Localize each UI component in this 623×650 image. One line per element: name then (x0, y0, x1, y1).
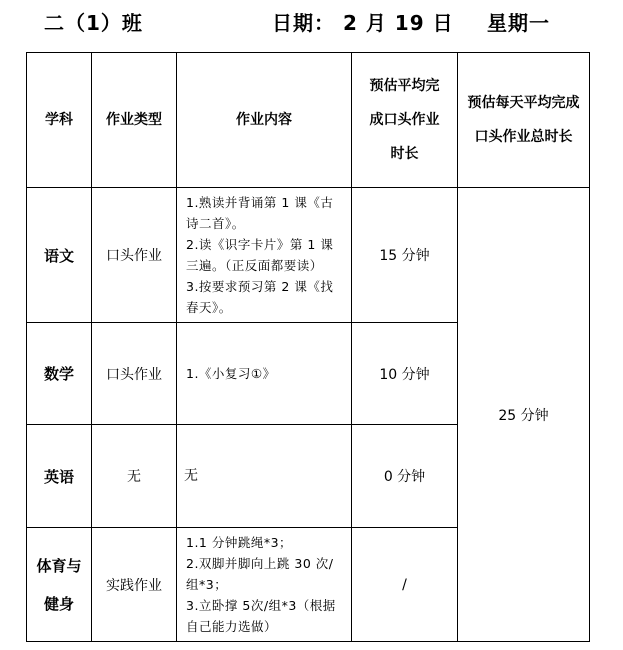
header-total (458, 53, 590, 188)
content-line: 组*3； (186, 577, 228, 592)
subject-line1: 体育与 (36, 556, 82, 575)
content-cell (177, 188, 352, 323)
subject-cell: 英语 (27, 425, 92, 528)
content-line: 1.1 分钟跳绳*3； (186, 535, 293, 550)
content-line: 2.读《识字卡片》第 1 课 (186, 237, 334, 252)
content-line: 1.《小复习①》 (186, 366, 276, 381)
content-cell (177, 528, 352, 642)
subject-cell: 语文 (27, 188, 92, 323)
type-cell: 无 (92, 425, 177, 528)
type-cell: 口头作业 (92, 188, 177, 323)
header-time-line3: 时长 (390, 146, 419, 162)
header-total-line2: 口头作业总时长 (474, 129, 573, 145)
header-time-line1: 预估平均完 (369, 78, 440, 94)
content-line: 自己能力选做） (186, 619, 278, 634)
homework-table (26, 52, 590, 642)
subject-cell (27, 528, 92, 642)
content-line: 春天》。 (186, 300, 232, 315)
type-cell: 实践作业 (92, 528, 177, 642)
total-time-cell: 25 分钟 (458, 188, 590, 642)
content-line: 三遍。（正反面都要读） (186, 258, 323, 273)
time-cell: 10 分钟 (352, 323, 458, 425)
header-type: 作业类型 (92, 53, 177, 188)
table-row (27, 188, 590, 323)
weekday-label: 星期一 (487, 11, 550, 35)
header-time-line2: 成口头作业 (369, 112, 440, 128)
content-line: 3.立卧撑 5次/组*3（根据 (186, 598, 336, 613)
content-line: 3.按要求预习第 2 课《找 (186, 279, 334, 294)
header-time (352, 53, 458, 188)
time-cell: 15 分钟 (352, 188, 458, 323)
subject-line2: 健身 (43, 594, 74, 613)
class-name: 二（1）班 (44, 11, 143, 35)
type-cell: 口头作业 (92, 323, 177, 425)
content-line: 1.熟读并背诵第 1 课《古 (186, 195, 334, 210)
content-line: 无 (184, 467, 199, 484)
page-header (0, 0, 623, 48)
time-cell: / (352, 528, 458, 642)
subject-cell: 数学 (27, 323, 92, 425)
header-total-line1: 预估每天平均完成 (467, 95, 580, 111)
header-content: 作业内容 (177, 53, 352, 188)
header-subject: 学科 (27, 53, 92, 188)
content-cell (177, 425, 352, 528)
header-row (27, 53, 590, 188)
content-line: 诗二首》。 (186, 216, 245, 231)
content-cell (177, 323, 352, 425)
date-label: 日期： 2 月 19 日 (272, 11, 454, 35)
content-line: 2.双脚并脚向上跳 30 次/ (186, 556, 334, 571)
time-cell: 0 分钟 (352, 425, 458, 528)
